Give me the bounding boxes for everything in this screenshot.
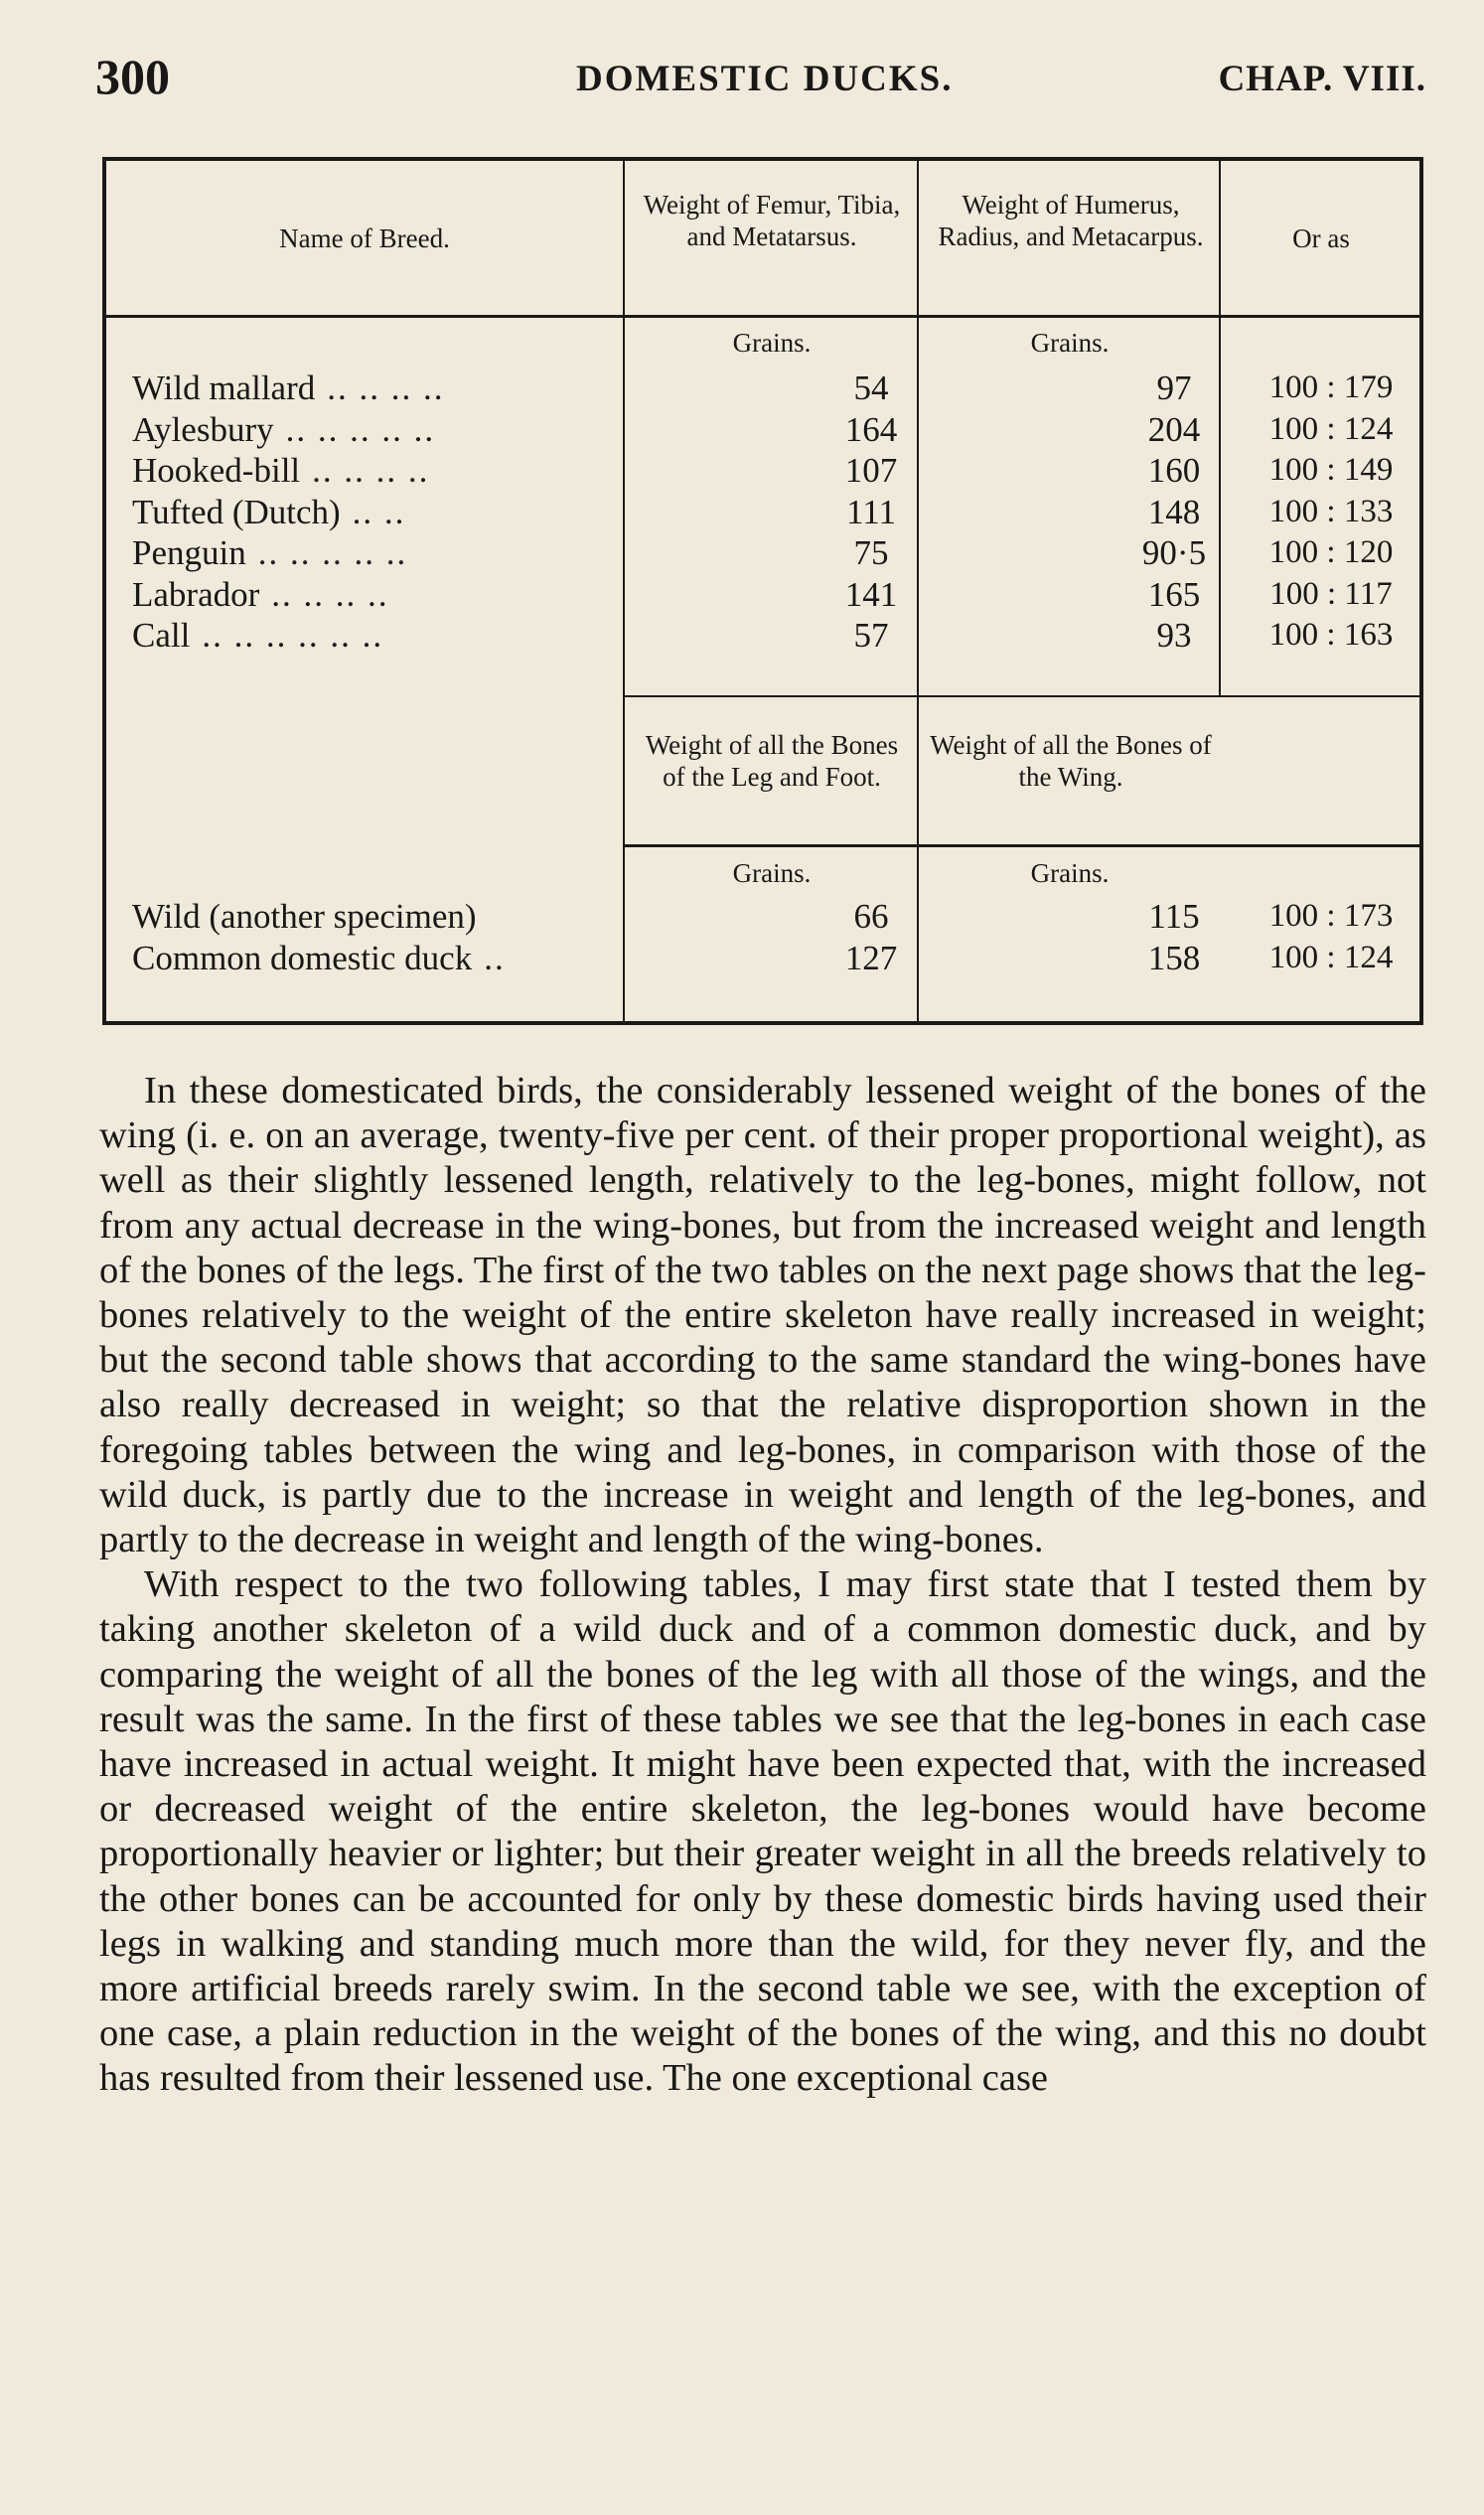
table-row	[106, 532, 1419, 573]
header-rule	[106, 315, 1419, 318]
breed-label	[132, 492, 405, 532]
leg-weight-cell: 57	[853, 616, 889, 655]
breed-label	[132, 368, 444, 408]
leg-weight-cell: 107	[844, 451, 898, 490]
table-row	[106, 492, 1419, 532]
ratio-cell: 100 : 117	[1269, 575, 1393, 612]
leader-dots: .. .. .. ..	[312, 451, 430, 490]
leg-weight-cell: 75	[853, 533, 889, 572]
wing-weight-cell: 148	[1147, 492, 1201, 531]
leader-dots: .. .. .. .. ..	[285, 409, 436, 449]
running-head	[95, 48, 1426, 107]
header-ratio: Or as	[1292, 223, 1350, 253]
paragraph-2: With respect to the two following tables, I may first state that I tested them by taking another skeleton of a wild duck and of a common domestic duck, and by comparing the weight of all the bones of the leg with all those of the wings, and the result was the same. In the first of these tables we see that the leg-bones in each case have increased in actual weight. It might have been expected that, with the increased or decreased weight of the entire skeleton, the leg-bones would have become proportionally heavier or lighter; but their greater weight in all the breeds relatively to the other bones can be accounted for only by these domestic birds having used their legs in walking and standing much more than the wild, for they never fly, and the more artificial breeds rarely swim. In the second table we see, with the exception of one case, a plain reduction in the weight of the bones of the wing, and this no doubt has resulted from their lessened use. The one exceptional case	[99, 1563, 1426, 2100]
wing-weight-cell: 165	[1147, 574, 1201, 614]
wing-weight-cell: 93	[1156, 616, 1192, 655]
leader-dots: .. .. .. ..	[271, 574, 389, 614]
table-row	[106, 368, 1419, 408]
wing-weight-cell: 97	[1156, 369, 1192, 407]
paragraph	[99, 1069, 1426, 2102]
breed-name: Wild mallard	[132, 369, 316, 407]
breed-name: Labrador	[132, 574, 260, 614]
section-header-rule	[623, 844, 1419, 847]
wing-weight-cell: 204	[1147, 409, 1201, 449]
breed-name: Penguin	[132, 533, 246, 572]
leader-dots: .. .. .. .. .. ..	[202, 616, 384, 655]
breed-label	[132, 896, 489, 937]
leg-weight-cell: 141	[844, 574, 898, 614]
ratio-cell: 100 : 124	[1268, 410, 1394, 447]
leg-weight-cell: 164	[844, 409, 898, 449]
table-row	[106, 615, 1419, 656]
header-breed: Name of Breed.	[279, 223, 450, 253]
table-row	[106, 450, 1419, 491]
breed-name: Call	[132, 616, 191, 655]
units-leg: Grains.	[732, 328, 812, 358]
table-row	[106, 896, 1419, 937]
page-number: 300	[95, 49, 170, 104]
table-row	[106, 938, 1419, 978]
ratio-cell: 100 : 173	[1268, 898, 1394, 934]
ratio-cell: 100 : 163	[1268, 617, 1394, 653]
units-wing: Grains.	[1030, 328, 1110, 358]
ratio-cell: 100 : 120	[1268, 534, 1394, 570]
header-wing-all: Weight of all the Bones of the Wing.	[930, 730, 1212, 792]
bone-weight-table	[102, 157, 1423, 1025]
breed-label	[132, 574, 389, 615]
table-row	[106, 574, 1419, 615]
wing-weight-cell: 115	[1148, 897, 1200, 936]
leg-weight-cell: 127	[844, 938, 898, 977]
breed-name: Aylesbury	[132, 409, 274, 449]
ratio-cell: 100 : 179	[1268, 370, 1394, 405]
ratio-cell: 100 : 124	[1268, 939, 1394, 975]
breed-label	[132, 409, 435, 450]
breed-label	[132, 532, 407, 573]
paragraph-1: In these domesticated birds, the considerably lessened weight of the bones of the wing (i. e. on an average, twenty-five per cent. of their proper proportional weight), as well as their slightly lessened length, relatively to the leg-bones, might follow, not from any actual decrease in the wing-bones, but from the increased weight and length of the bones of the legs. The first of the two tables on the next page shows that the leg-bones relatively to the weight of the entire skeleton have really increased in weight; but the second table shows that according to the same standard the wing-bones have also really decreased in weight; so that the relative disproportion shown in the foregoing tables between the wing and leg-bones, in comparison with those of the wild duck, is partly due to the increase in weight and length of the leg-bones, and partly to the decrease in weight and length of the wing-bones.	[99, 1070, 1426, 1561]
header-leg-all: Weight of all the Bones of the Leg and Foot.	[645, 730, 899, 792]
leader-dots: .. ..	[352, 492, 406, 531]
units-wing-2: Grains.	[1030, 858, 1110, 888]
breed-name: Wild (another specimen)	[132, 897, 477, 936]
leader-dots: ..	[484, 938, 506, 977]
body-text	[99, 1069, 1426, 2102]
running-title: DOMESTIC DUCKS.	[576, 59, 954, 99]
breed-label	[132, 938, 506, 978]
breed-label	[132, 450, 429, 491]
header-leg-weight: Weight of Femur, Tibia, and Metatarsus.	[643, 190, 901, 251]
units-leg-2: Grains.	[732, 858, 812, 888]
leg-weight-cell: 54	[853, 369, 889, 407]
leg-weight-cell: 66	[853, 897, 889, 936]
section-rule	[623, 695, 1419, 697]
wing-weight-cell: 158	[1147, 938, 1201, 977]
breed-name: Tufted (Dutch)	[132, 492, 341, 531]
ratio-cell: 100 : 133	[1268, 493, 1394, 529]
breed-label	[132, 615, 383, 656]
wing-weight-cell: 90·5	[1141, 533, 1207, 572]
leg-weight-cell: 111	[846, 492, 896, 531]
table-row	[106, 409, 1419, 450]
breed-name: Hooked-bill	[132, 451, 301, 490]
chapter-label: CHAP. VIII.	[1218, 59, 1426, 99]
ratio-cell: 100 : 149	[1268, 452, 1394, 488]
leader-dots: .. .. .. ..	[327, 369, 445, 407]
wing-weight-cell: 160	[1147, 451, 1201, 490]
leader-dots: .. .. .. .. ..	[257, 533, 408, 572]
breed-name: Common domestic duck	[132, 938, 473, 977]
header-wing-weight: Weight of Humerus, Radius, and Metacarpus.	[938, 190, 1204, 251]
